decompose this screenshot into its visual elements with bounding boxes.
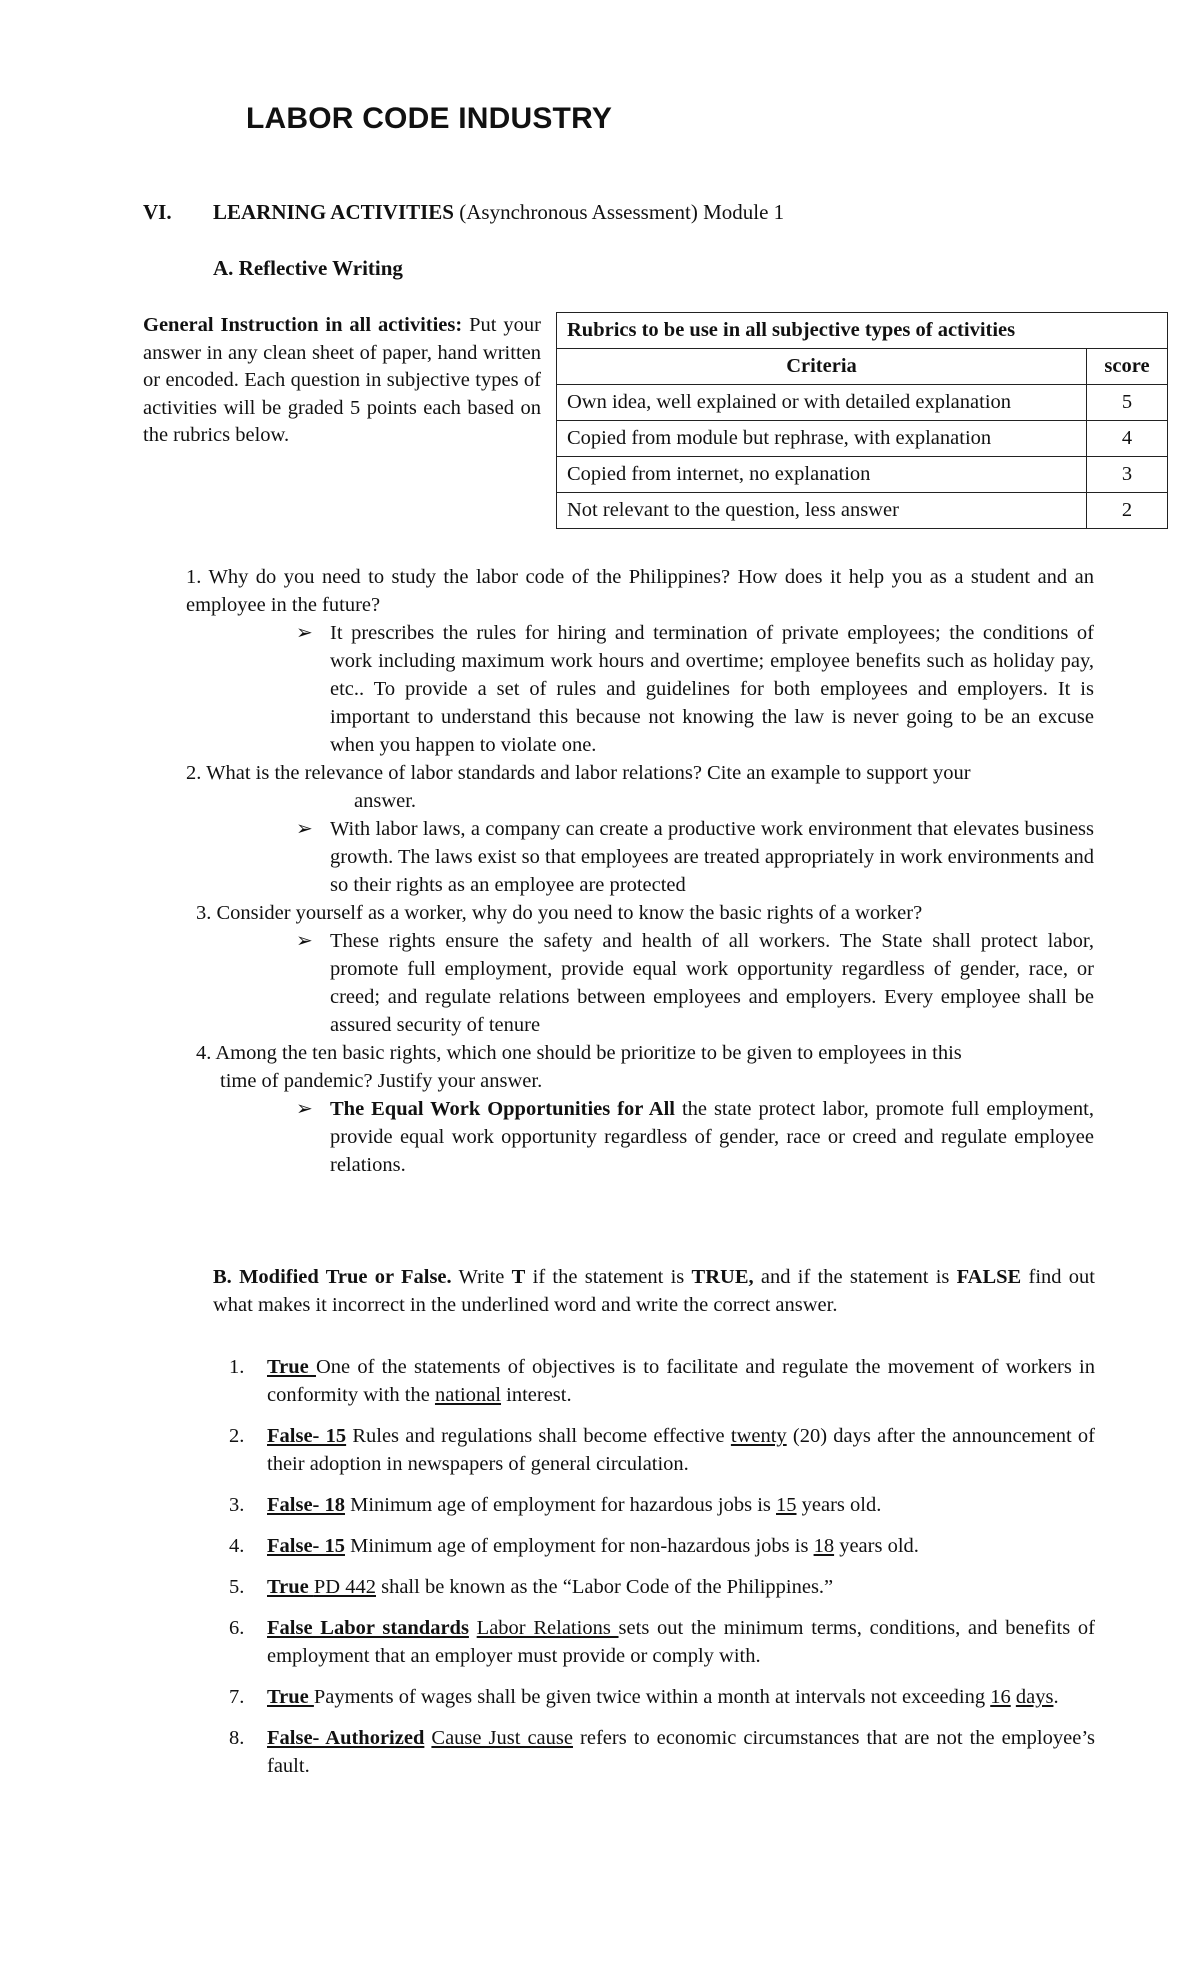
item-number: 6. (229, 1617, 245, 1639)
answer-key: True (267, 1576, 314, 1598)
answer-text: With labor laws, a company can create a productive work environment that elevates business growth. The laws exist so that employees are treated appropriately in work environments and so their rights as an employee are protected (330, 818, 1094, 896)
underlined-word: PD 442 (313, 1576, 376, 1598)
statement-text: Minimum age of employment for non-hazardous jobs is (345, 1535, 814, 1557)
item-number: 8. (229, 1727, 245, 1749)
answer-text: These rights ensure the safety and health of all workers. The State shall protect labor, promote full employment, provide equal work opportunity regardless of gender, race, or creed; and regulate relations between employees and employers. Every employee shall be assured security of tenure (330, 930, 1094, 1036)
instruction-text: and if the statement is (753, 1266, 957, 1288)
answer-text: It prescribes the rules for hiring and termination of private employees; the conditions of work including maximum work hours and overtime; employee benefits such as holiday pay, etc.. To provide a set of rules and guidelines for both employees and employers. It is important to understand this because not knowing the law is never going to be an excuse when you happen to violate one. (330, 622, 1094, 756)
instruction-text: find out what makes it incorrect in the underlined word and write the correct answer. (213, 1266, 1096, 1316)
rubric-row (557, 493, 1168, 529)
arrow-bullet-icon: ➢ (296, 930, 313, 952)
general-instruction-text: Put your answer in any clean sheet of paper, hand written or encoded. Each question in subjective types of activities will be graded 5 points each based on the rubrics below. (143, 314, 541, 446)
rubric-criteria: Copied from internet, no explanation (557, 457, 1087, 493)
statement-text (469, 1617, 477, 1639)
underlined-word: Labor Relations (476, 1617, 619, 1639)
item-number: 2. (229, 1425, 245, 1447)
answer-key: False Labor standards (267, 1617, 469, 1639)
question-3: 3. Consider yourself as a worker, why do you need to know the basic rights of a worker? (196, 902, 923, 924)
instruction-bold: T (511, 1266, 526, 1288)
statement-text: Payments of wages shall be given twice within a month at intervals not exceeding (313, 1686, 991, 1708)
statement-text: . (1053, 1686, 1059, 1708)
instruction-text: Write (451, 1266, 512, 1288)
page-title: LABOR CODE INDUSTRY (246, 102, 613, 135)
statement-text: Minimum age of employment for hazardous jobs is (345, 1494, 776, 1516)
statement-text: interest. (501, 1384, 572, 1406)
rubric-header-score: score (1087, 349, 1168, 385)
question-4-continued: time of pandemic? Justify your answer. (220, 1070, 543, 1092)
tf-item (213, 1422, 1095, 1478)
item-number: 5. (229, 1576, 245, 1598)
underlined-word: 15 (776, 1494, 797, 1516)
answer-key: True (267, 1356, 316, 1378)
tf-item (213, 1353, 1095, 1409)
tf-item (213, 1683, 1095, 1711)
rubric-score: 2 (1087, 493, 1168, 529)
answer-key: False- Authorized (267, 1727, 425, 1749)
answer-key: False- 15 (267, 1535, 345, 1557)
item-number: 7. (229, 1686, 245, 1708)
answer-key: True (267, 1686, 314, 1708)
section-subtitle: (Asynchronous Assessment) Module 1 (454, 200, 785, 224)
arrow-bullet-icon: ➢ (296, 622, 313, 644)
rubric-row (557, 457, 1168, 493)
rubric-table (556, 312, 1168, 529)
answer-1 (186, 619, 1094, 759)
answer-2 (186, 815, 1094, 899)
arrow-bullet-icon: ➢ (296, 1098, 313, 1120)
underlined-word: Cause Just cause (431, 1727, 573, 1749)
rubric-score: 3 (1087, 457, 1168, 493)
section-number: VI. (143, 200, 172, 224)
tf-item (213, 1532, 1095, 1560)
rubric-header-row (557, 349, 1168, 385)
statement-text: years old. (796, 1494, 882, 1516)
rubric-score: 5 (1087, 385, 1168, 421)
tf-item (213, 1614, 1095, 1670)
item-number: 1. (229, 1356, 245, 1378)
answer-bold-text: The Equal Work Opportunities for All (330, 1098, 675, 1120)
underlined-word: 16 (990, 1686, 1011, 1708)
instruction-bold: FALSE (956, 1266, 1022, 1288)
underlined-word: days (1015, 1686, 1054, 1708)
item-number: 3. (229, 1494, 245, 1516)
question-2: 2. What is the relevance of labor standards and labor relations? Cite an example to support your (186, 762, 971, 784)
statement-text: One of the statements of objectives is to facilitate and regulate the movement of workers in conformity with the (267, 1356, 1095, 1406)
tf-item (213, 1491, 1095, 1519)
tf-item (213, 1724, 1095, 1780)
arrow-bullet-icon: ➢ (296, 818, 313, 840)
underlined-word: twenty (730, 1425, 787, 1447)
statement-text: shall be known as the “Labor Code of the Philippines.” (375, 1576, 834, 1598)
underlined-word: national (434, 1384, 502, 1406)
statement-text: (20) days after the announcement of their adoption in newspapers of general circulation. (267, 1425, 1096, 1475)
rubric-criteria: Own idea, well explained or with detailed explanation (557, 385, 1087, 421)
question-4: 4. Among the ten basic rights, which one should be prioritize to be given to employees in this (196, 1042, 962, 1064)
answer-3 (186, 927, 1094, 1039)
item-number: 4. (229, 1535, 245, 1557)
question-2-continued: answer. (354, 790, 417, 812)
general-instruction (143, 312, 541, 450)
statement-text: years old. (834, 1535, 919, 1557)
answer-4 (186, 1095, 1094, 1179)
statement-text: Rules and regulations shall become effective (346, 1425, 731, 1447)
rubric-criteria: Copied from module but rephrase, with explanation (557, 421, 1087, 457)
underlined-word: 18 (813, 1535, 835, 1557)
question-1: 1. Why do you need to study the labor code of the Philippines? How does it help you as a student and an employee in the future? (186, 566, 1094, 616)
rubric-row (557, 385, 1168, 421)
section-heading (143, 200, 784, 225)
rubric-score: 4 (1087, 421, 1168, 457)
reflective-questions (186, 563, 1094, 1179)
statement-text: refers to economic circumstances that are not the employee’s fault. (267, 1727, 1096, 1777)
general-instruction-label: General Instruction in all activities: (143, 314, 463, 336)
statement-text: sets out the minimum terms, conditions, and benefits of employment that an employer must provide or comply with. (267, 1617, 1095, 1667)
rubric-header-criteria: Criteria (557, 349, 1087, 385)
tf-item (213, 1573, 1095, 1601)
instruction-bold: TRUE, (691, 1266, 754, 1288)
subsection-b-label: B. Modified True or False. (213, 1266, 452, 1288)
instruction-text: if the statement is (525, 1266, 692, 1288)
subsection-b-instructions (213, 1263, 1095, 1319)
answer-key: False- 15 (267, 1425, 347, 1447)
true-false-list (213, 1353, 1095, 1793)
subsection-a-heading: A. Reflective Writing (213, 256, 403, 280)
rubric-row (557, 421, 1168, 457)
rubric-caption: Rubrics to be use in all subjective types of activities (557, 313, 1168, 349)
rubric-criteria: Not relevant to the question, less answer (557, 493, 1087, 529)
section-title: LEARNING ACTIVITIES (213, 200, 454, 224)
answer-key: False- 18 (267, 1494, 345, 1516)
answer-text: the state protect labor, promote full employment, provide equal work opportunity regardless of gender, race or creed and regulate employee relations. (330, 1098, 1095, 1176)
